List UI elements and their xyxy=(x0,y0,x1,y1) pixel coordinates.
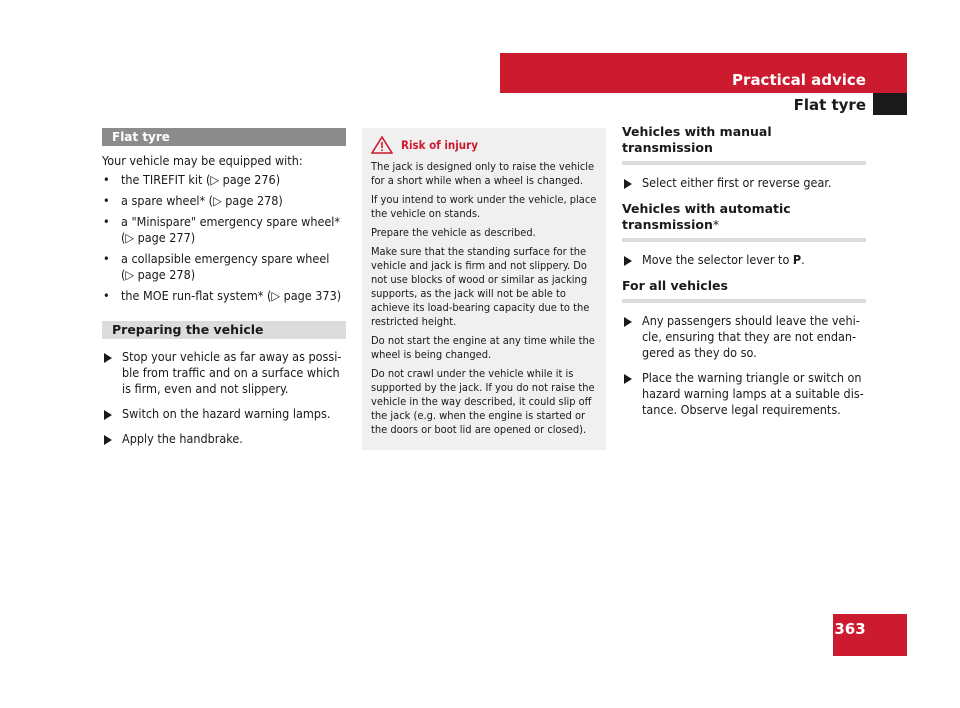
list-item: • a collapsible emergency spare wheel (▷ page 278) xyxy=(103,251,330,282)
flat-tyre-heading: Flat tyre xyxy=(102,128,346,146)
column-right xyxy=(622,124,866,427)
bullet-icon: • xyxy=(103,193,110,208)
warning-paragraph: Do not start the engine at any time while the wheel is being changed. xyxy=(371,334,595,361)
header-band xyxy=(500,53,907,93)
step-arrow-icon xyxy=(624,374,632,384)
warning-triangle-icon xyxy=(371,136,393,154)
column-middle xyxy=(362,128,606,450)
step-item: Move the selector lever to P. xyxy=(622,252,866,268)
bullet-icon: • xyxy=(103,251,110,266)
step-arrow-icon xyxy=(624,317,632,327)
automatic-transmission-heading: Vehicles with automatic transmission* xyxy=(622,201,866,242)
manual-transmission-heading: Vehicles with manual transmission xyxy=(622,124,866,165)
step-item: Apply the handbrake. xyxy=(102,431,346,447)
warning-paragraph: Do not crawl under the vehicle while it is supported by the jack. If you do not raise the vehicle in the way described, it could slip off the jack (e.g. when the engine is started or the doors or boot lid are opened or closed). xyxy=(371,367,595,436)
step-item: Stop your vehicle as far away as possi-ble from traffic and on a surface which is firm, even and not slippery. xyxy=(102,349,346,397)
step-arrow-icon xyxy=(104,435,112,445)
warning-paragraph: Make sure that the standing surface for the vehicle and jack is firm and not slippery. Do not use blocks of wood or similar as jacking supports, as the jack will not be able to achieve its load-bearing capacity due to the restricted height. xyxy=(371,245,590,328)
list-item: • a "Minispare" emergency spare wheel* (▷ page 277) xyxy=(103,214,341,245)
automatic-steps xyxy=(622,252,866,268)
warning-paragraph: The jack is designed only to raise the vehicle for a short while when a wheel is changed. xyxy=(371,160,595,187)
warning-paragraph: If you intend to work under the vehicle, place the vehicle on stands. xyxy=(371,193,597,220)
page-number: 363 xyxy=(834,620,866,638)
step-item: Place the warning triangle or switch on hazard warning lamps at a suitable dis-tance. Observe legal requirements. xyxy=(622,370,866,418)
subsection-title: Flat tyre xyxy=(793,96,866,114)
bullet-icon: • xyxy=(103,288,110,303)
warning-box xyxy=(362,128,606,450)
step-item: Any passengers should leave the vehi-cle, ensuring that they are not endan-gered as they do so. xyxy=(622,313,866,361)
step-item: Select either first or reverse gear. xyxy=(622,175,866,191)
bullet-icon: • xyxy=(103,172,110,187)
list-item: • the MOE run-flat system* (▷ page 373) xyxy=(103,288,342,303)
column-left xyxy=(102,128,346,456)
page-number-box xyxy=(833,614,907,656)
step-item: Switch on the hazard warning lamps. xyxy=(102,406,346,422)
step-arrow-icon xyxy=(104,410,112,420)
preparing-steps xyxy=(102,349,346,447)
preparing-heading: Preparing the vehicle xyxy=(102,321,346,339)
intro-text: Your vehicle may be equipped with: xyxy=(102,153,303,168)
warning-title: Risk of injury xyxy=(401,138,479,152)
manual-steps xyxy=(622,175,866,191)
bullet-icon: • xyxy=(103,214,110,229)
step-arrow-icon xyxy=(624,256,632,266)
list-item: • the TIREFIT kit (▷ page 276) xyxy=(103,172,281,187)
step-arrow-icon xyxy=(104,353,112,363)
all-vehicles-steps xyxy=(622,313,866,418)
warning-paragraph: Prepare the vehicle as described. xyxy=(371,226,536,239)
section-title: Practical advice xyxy=(732,71,866,89)
warning-header xyxy=(371,136,597,154)
equipment-list xyxy=(102,172,346,304)
list-item: • a spare wheel* (▷ page 278) xyxy=(103,193,283,208)
step-arrow-icon xyxy=(624,179,632,189)
all-vehicles-heading: For all vehicles xyxy=(622,278,866,303)
header-marker xyxy=(873,93,907,115)
